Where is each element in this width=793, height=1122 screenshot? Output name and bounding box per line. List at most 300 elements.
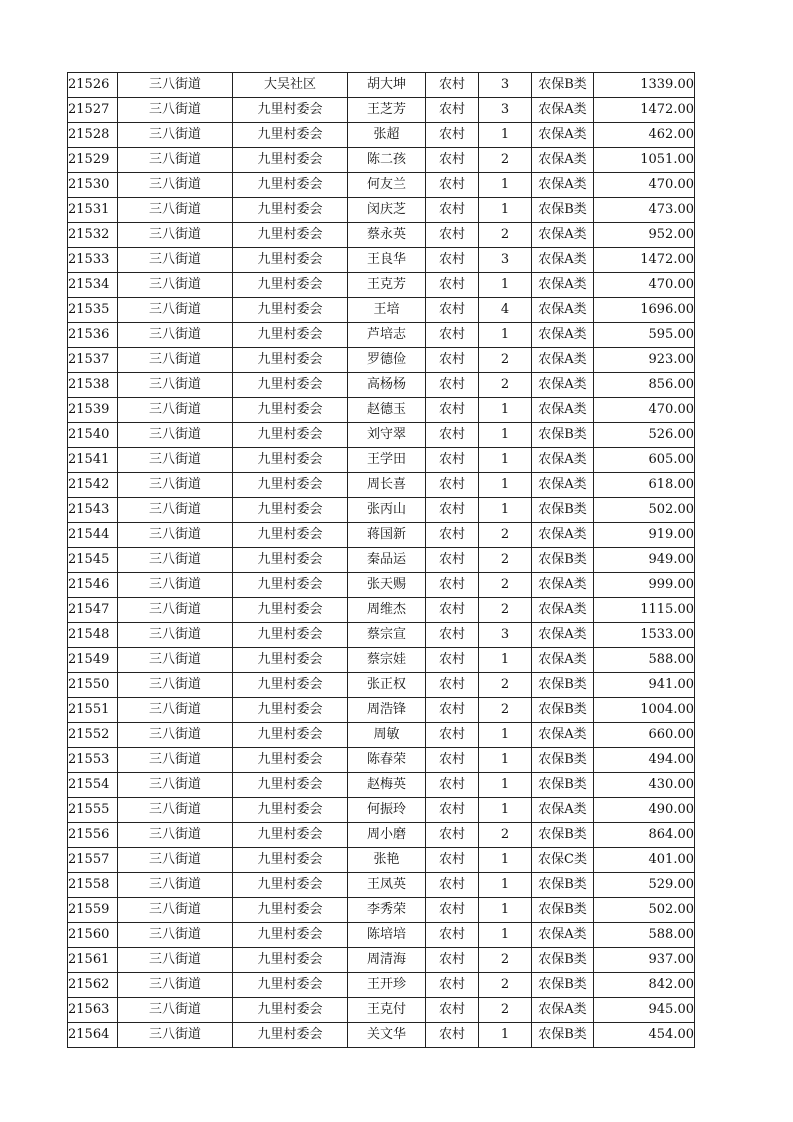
record-id-cell: 21540: [68, 423, 118, 448]
village-cell: 九里村委会: [233, 123, 348, 148]
member-count-cell: 2: [479, 523, 532, 548]
insurance-category-cell: 农保B类: [532, 948, 594, 973]
record-id-cell: 21532: [68, 223, 118, 248]
amount-cell: 502.00: [594, 498, 695, 523]
member-count-cell: 1: [479, 848, 532, 873]
household-type-cell: 农村: [426, 773, 479, 798]
resident-name-cell: 王克芳: [348, 273, 426, 298]
household-type-cell: 农村: [426, 198, 479, 223]
member-count-cell: 1: [479, 798, 532, 823]
village-cell: 九里村委会: [233, 298, 348, 323]
table-row: [68, 298, 695, 323]
village-cell: 九里村委会: [233, 173, 348, 198]
village-cell: 九里村委会: [233, 198, 348, 223]
village-cell: 九里村委会: [233, 548, 348, 573]
insurance-category-cell: 农保B类: [532, 1023, 594, 1048]
table-row: [68, 848, 695, 873]
member-count-cell: 1: [479, 473, 532, 498]
insurance-category-cell: 农保B类: [532, 898, 594, 923]
insurance-category-cell: 农保A类: [532, 648, 594, 673]
household-type-cell: 农村: [426, 373, 479, 398]
table-row: [68, 723, 695, 748]
resident-name-cell: 周清海: [348, 948, 426, 973]
insurance-category-cell: 农保A类: [532, 298, 594, 323]
insurance-category-cell: 农保A类: [532, 223, 594, 248]
member-count-cell: 2: [479, 373, 532, 398]
amount-cell: 1115.00: [594, 598, 695, 623]
street-cell: 三八街道: [118, 823, 233, 848]
household-type-cell: 农村: [426, 748, 479, 773]
household-type-cell: 农村: [426, 498, 479, 523]
member-count-cell: 1: [479, 873, 532, 898]
record-id-cell: 21555: [68, 798, 118, 823]
insurance-category-cell: 农保B类: [532, 673, 594, 698]
resident-name-cell: 蒋国新: [348, 523, 426, 548]
amount-cell: 529.00: [594, 873, 695, 898]
village-cell: 九里村委会: [233, 148, 348, 173]
village-cell: 九里村委会: [233, 798, 348, 823]
resident-name-cell: 蔡宗娃: [348, 648, 426, 673]
member-count-cell: 1: [479, 123, 532, 148]
record-id-cell: 21552: [68, 723, 118, 748]
village-cell: 九里村委会: [233, 423, 348, 448]
record-id-cell: 21536: [68, 323, 118, 348]
record-id-cell: 21564: [68, 1023, 118, 1048]
table-row: [68, 823, 695, 848]
street-cell: 三八街道: [118, 1023, 233, 1048]
record-id-cell: 21548: [68, 623, 118, 648]
amount-cell: 526.00: [594, 423, 695, 448]
village-cell: 九里村委会: [233, 673, 348, 698]
insurance-category-cell: 农保A类: [532, 523, 594, 548]
resident-name-cell: 赵德玉: [348, 398, 426, 423]
insurance-category-cell: 农保A类: [532, 623, 594, 648]
table-row: [68, 898, 695, 923]
table-row: [68, 148, 695, 173]
table-row: [68, 348, 695, 373]
household-type-cell: 农村: [426, 398, 479, 423]
village-cell: 九里村委会: [233, 873, 348, 898]
record-id-cell: 21531: [68, 198, 118, 223]
member-count-cell: 1: [479, 398, 532, 423]
member-count-cell: 2: [479, 598, 532, 623]
household-type-cell: 农村: [426, 673, 479, 698]
member-count-cell: 1: [479, 323, 532, 348]
member-count-cell: 3: [479, 73, 532, 98]
table-row: [68, 873, 695, 898]
amount-cell: 401.00: [594, 848, 695, 873]
insurance-category-cell: 农保A类: [532, 98, 594, 123]
record-id-cell: 21542: [68, 473, 118, 498]
record-id-cell: 21535: [68, 298, 118, 323]
member-count-cell: 1: [479, 173, 532, 198]
household-type-cell: 农村: [426, 273, 479, 298]
village-cell: 九里村委会: [233, 373, 348, 398]
street-cell: 三八街道: [118, 698, 233, 723]
insurance-category-cell: 农保A类: [532, 348, 594, 373]
amount-cell: 1051.00: [594, 148, 695, 173]
household-type-cell: 农村: [426, 848, 479, 873]
insurance-category-cell: 农保A类: [532, 573, 594, 598]
resident-name-cell: 王凤英: [348, 873, 426, 898]
street-cell: 三八街道: [118, 548, 233, 573]
village-cell: 九里村委会: [233, 398, 348, 423]
member-count-cell: 1: [479, 648, 532, 673]
street-cell: 三八街道: [118, 898, 233, 923]
resident-name-cell: 何友兰: [348, 173, 426, 198]
record-id-cell: 21561: [68, 948, 118, 973]
amount-cell: 1533.00: [594, 623, 695, 648]
resident-name-cell: 张正权: [348, 673, 426, 698]
amount-cell: 923.00: [594, 348, 695, 373]
amount-cell: 462.00: [594, 123, 695, 148]
table-row: [68, 598, 695, 623]
table-row: [68, 773, 695, 798]
household-type-cell: 农村: [426, 173, 479, 198]
household-type-cell: 农村: [426, 873, 479, 898]
insurance-category-cell: 农保B类: [532, 548, 594, 573]
table-row: [68, 1023, 695, 1048]
insurance-category-cell: 农保B类: [532, 973, 594, 998]
member-count-cell: 2: [479, 573, 532, 598]
insurance-category-cell: 农保A类: [532, 323, 594, 348]
member-count-cell: 1: [479, 923, 532, 948]
member-count-cell: 1: [479, 1023, 532, 1048]
insurance-category-cell: 农保A类: [532, 923, 594, 948]
village-cell: 九里村委会: [233, 848, 348, 873]
table-row: [68, 948, 695, 973]
street-cell: 三八街道: [118, 923, 233, 948]
household-type-cell: 农村: [426, 723, 479, 748]
member-count-cell: 2: [479, 973, 532, 998]
record-id-cell: 21551: [68, 698, 118, 723]
amount-cell: 470.00: [594, 173, 695, 198]
insurance-category-cell: 农保B类: [532, 773, 594, 798]
village-cell: 九里村委会: [233, 448, 348, 473]
village-cell: 九里村委会: [233, 898, 348, 923]
resident-name-cell: 张天赐: [348, 573, 426, 598]
resident-name-cell: 王芝芳: [348, 98, 426, 123]
village-cell: 九里村委会: [233, 223, 348, 248]
record-id-cell: 21553: [68, 748, 118, 773]
street-cell: 三八街道: [118, 848, 233, 873]
insurance-category-cell: 农保B类: [532, 73, 594, 98]
amount-cell: 494.00: [594, 748, 695, 773]
household-type-cell: 农村: [426, 1023, 479, 1048]
member-count-cell: 1: [479, 423, 532, 448]
table-row: [68, 548, 695, 573]
record-id-cell: 21557: [68, 848, 118, 873]
resident-name-cell: 张艳: [348, 848, 426, 873]
amount-cell: 595.00: [594, 323, 695, 348]
insurance-category-cell: 农保A类: [532, 998, 594, 1023]
village-cell: 九里村委会: [233, 973, 348, 998]
resident-name-cell: 陈培培: [348, 923, 426, 948]
table-row: [68, 248, 695, 273]
amount-cell: 949.00: [594, 548, 695, 573]
record-id-cell: 21558: [68, 873, 118, 898]
household-type-cell: 农村: [426, 73, 479, 98]
insurance-category-cell: 农保A类: [532, 148, 594, 173]
record-id-cell: 21526: [68, 73, 118, 98]
household-type-cell: 农村: [426, 948, 479, 973]
record-id-cell: 21533: [68, 248, 118, 273]
village-cell: 大吴社区: [233, 73, 348, 98]
household-type-cell: 农村: [426, 323, 479, 348]
table-row: [68, 73, 695, 98]
household-type-cell: 农村: [426, 298, 479, 323]
resident-name-cell: 蔡永英: [348, 223, 426, 248]
street-cell: 三八街道: [118, 873, 233, 898]
street-cell: 三八街道: [118, 373, 233, 398]
street-cell: 三八街道: [118, 73, 233, 98]
amount-cell: 618.00: [594, 473, 695, 498]
household-type-cell: 农村: [426, 223, 479, 248]
street-cell: 三八街道: [118, 223, 233, 248]
village-cell: 九里村委会: [233, 723, 348, 748]
amount-cell: 588.00: [594, 648, 695, 673]
record-id-cell: 21556: [68, 823, 118, 848]
street-cell: 三八街道: [118, 623, 233, 648]
resident-name-cell: 芦培志: [348, 323, 426, 348]
amount-cell: 1472.00: [594, 98, 695, 123]
street-cell: 三八街道: [118, 423, 233, 448]
household-type-cell: 农村: [426, 573, 479, 598]
street-cell: 三八街道: [118, 248, 233, 273]
resident-name-cell: 闵庆芝: [348, 198, 426, 223]
village-cell: 九里村委会: [233, 748, 348, 773]
resident-name-cell: 张超: [348, 123, 426, 148]
street-cell: 三八街道: [118, 498, 233, 523]
insurance-category-cell: 农保B类: [532, 423, 594, 448]
amount-cell: 605.00: [594, 448, 695, 473]
household-type-cell: 农村: [426, 698, 479, 723]
member-count-cell: 1: [479, 723, 532, 748]
amount-cell: 454.00: [594, 1023, 695, 1048]
street-cell: 三八街道: [118, 198, 233, 223]
amount-cell: 952.00: [594, 223, 695, 248]
record-id-cell: 21560: [68, 923, 118, 948]
village-cell: 九里村委会: [233, 98, 348, 123]
village-cell: 九里村委会: [233, 498, 348, 523]
table-row: [68, 123, 695, 148]
record-id-cell: 21543: [68, 498, 118, 523]
record-id-cell: 21559: [68, 898, 118, 923]
table-row: [68, 273, 695, 298]
record-id-cell: 21528: [68, 123, 118, 148]
household-type-cell: 农村: [426, 648, 479, 673]
village-cell: 九里村委会: [233, 823, 348, 848]
village-cell: 九里村委会: [233, 698, 348, 723]
insurance-category-cell: 农保A类: [532, 248, 594, 273]
household-type-cell: 农村: [426, 898, 479, 923]
insurance-category-cell: 农保A类: [532, 598, 594, 623]
household-type-cell: 农村: [426, 598, 479, 623]
street-cell: 三八街道: [118, 98, 233, 123]
household-type-cell: 农村: [426, 123, 479, 148]
village-cell: 九里村委会: [233, 273, 348, 298]
amount-cell: 502.00: [594, 898, 695, 923]
insurance-category-cell: 农保B类: [532, 198, 594, 223]
insurance-category-cell: 农保A类: [532, 448, 594, 473]
member-count-cell: 3: [479, 98, 532, 123]
table-row: [68, 998, 695, 1023]
street-cell: 三八街道: [118, 523, 233, 548]
insurance-category-cell: 农保A类: [532, 798, 594, 823]
insurance-category-cell: 农保A类: [532, 373, 594, 398]
amount-cell: 856.00: [594, 373, 695, 398]
record-id-cell: 21539: [68, 398, 118, 423]
record-id-cell: 21534: [68, 273, 118, 298]
amount-cell: 919.00: [594, 523, 695, 548]
record-id-cell: 21562: [68, 973, 118, 998]
record-id-cell: 21554: [68, 773, 118, 798]
household-type-cell: 农村: [426, 998, 479, 1023]
street-cell: 三八街道: [118, 723, 233, 748]
amount-cell: 588.00: [594, 923, 695, 948]
record-id-cell: 21538: [68, 373, 118, 398]
amount-cell: 470.00: [594, 273, 695, 298]
resident-name-cell: 胡大坤: [348, 73, 426, 98]
insurance-category-cell: 农保B类: [532, 498, 594, 523]
village-cell: 九里村委会: [233, 473, 348, 498]
street-cell: 三八街道: [118, 448, 233, 473]
table-row: [68, 573, 695, 598]
table-row: [68, 473, 695, 498]
household-type-cell: 农村: [426, 923, 479, 948]
resident-name-cell: 张丙山: [348, 498, 426, 523]
record-id-cell: 21550: [68, 673, 118, 698]
insurance-category-cell: 农保B类: [532, 748, 594, 773]
insurance-category-cell: 农保A类: [532, 473, 594, 498]
record-id-cell: 21563: [68, 998, 118, 1023]
amount-cell: 430.00: [594, 773, 695, 798]
street-cell: 三八街道: [118, 348, 233, 373]
household-type-cell: 农村: [426, 823, 479, 848]
amount-cell: 999.00: [594, 573, 695, 598]
street-cell: 三八街道: [118, 973, 233, 998]
insurance-category-cell: 农保B类: [532, 873, 594, 898]
amount-cell: 1472.00: [594, 248, 695, 273]
resident-name-cell: 周维杰: [348, 598, 426, 623]
insurance-category-cell: 农保A类: [532, 173, 594, 198]
amount-cell: 937.00: [594, 948, 695, 973]
member-count-cell: 3: [479, 623, 532, 648]
member-count-cell: 1: [479, 198, 532, 223]
village-cell: 九里村委会: [233, 948, 348, 973]
record-id-cell: 21545: [68, 548, 118, 573]
insurance-category-cell: 农保B类: [532, 823, 594, 848]
amount-cell: 660.00: [594, 723, 695, 748]
resident-name-cell: 罗德俭: [348, 348, 426, 373]
village-cell: 九里村委会: [233, 773, 348, 798]
insurance-category-cell: 农保A类: [532, 123, 594, 148]
member-count-cell: 2: [479, 673, 532, 698]
street-cell: 三八街道: [118, 648, 233, 673]
member-count-cell: 1: [479, 273, 532, 298]
street-cell: 三八街道: [118, 473, 233, 498]
resident-name-cell: 刘守翠: [348, 423, 426, 448]
insurance-category-cell: 农保B类: [532, 698, 594, 723]
household-type-cell: 农村: [426, 248, 479, 273]
resident-name-cell: 何振玲: [348, 798, 426, 823]
resident-name-cell: 陈二孩: [348, 148, 426, 173]
table-row: [68, 523, 695, 548]
street-cell: 三八街道: [118, 573, 233, 598]
resident-name-cell: 周浩锋: [348, 698, 426, 723]
member-count-cell: 3: [479, 248, 532, 273]
village-cell: 九里村委会: [233, 998, 348, 1023]
household-type-cell: 农村: [426, 448, 479, 473]
table-row: [68, 973, 695, 998]
resident-name-cell: 赵梅英: [348, 773, 426, 798]
resident-name-cell: 高杨杨: [348, 373, 426, 398]
table-row: [68, 423, 695, 448]
resident-name-cell: 王学田: [348, 448, 426, 473]
member-count-cell: 1: [479, 748, 532, 773]
street-cell: 三八街道: [118, 298, 233, 323]
amount-cell: 945.00: [594, 998, 695, 1023]
street-cell: 三八街道: [118, 398, 233, 423]
household-type-cell: 农村: [426, 623, 479, 648]
amount-cell: 1004.00: [594, 698, 695, 723]
amount-cell: 470.00: [594, 398, 695, 423]
household-type-cell: 农村: [426, 348, 479, 373]
member-count-cell: 1: [479, 448, 532, 473]
village-cell: 九里村委会: [233, 523, 348, 548]
village-cell: 九里村委会: [233, 648, 348, 673]
street-cell: 三八街道: [118, 798, 233, 823]
table-row: [68, 698, 695, 723]
table-row: [68, 498, 695, 523]
table-row: [68, 748, 695, 773]
record-id-cell: 21547: [68, 598, 118, 623]
household-type-cell: 农村: [426, 548, 479, 573]
street-cell: 三八街道: [118, 148, 233, 173]
table-row: [68, 223, 695, 248]
household-type-cell: 农村: [426, 523, 479, 548]
member-count-cell: 2: [479, 948, 532, 973]
table-row: [68, 448, 695, 473]
member-count-cell: 1: [479, 898, 532, 923]
table-row: [68, 798, 695, 823]
household-type-cell: 农村: [426, 98, 479, 123]
table-row: [68, 198, 695, 223]
table-row: [68, 373, 695, 398]
member-count-cell: 2: [479, 348, 532, 373]
household-type-cell: 农村: [426, 423, 479, 448]
table-row: [68, 173, 695, 198]
table-row: [68, 923, 695, 948]
street-cell: 三八街道: [118, 273, 233, 298]
street-cell: 三八街道: [118, 673, 233, 698]
member-count-cell: 2: [479, 548, 532, 573]
member-count-cell: 2: [479, 998, 532, 1023]
insurance-category-cell: 农保A类: [532, 398, 594, 423]
village-cell: 九里村委会: [233, 323, 348, 348]
record-id-cell: 21546: [68, 573, 118, 598]
table-row: [68, 98, 695, 123]
resident-name-cell: 周长喜: [348, 473, 426, 498]
street-cell: 三八街道: [118, 123, 233, 148]
village-cell: 九里村委会: [233, 573, 348, 598]
record-id-cell: 21529: [68, 148, 118, 173]
resident-name-cell: 王开珍: [348, 973, 426, 998]
resident-name-cell: 陈春荣: [348, 748, 426, 773]
table-row: [68, 398, 695, 423]
resident-name-cell: 周敏: [348, 723, 426, 748]
table-row: [68, 323, 695, 348]
